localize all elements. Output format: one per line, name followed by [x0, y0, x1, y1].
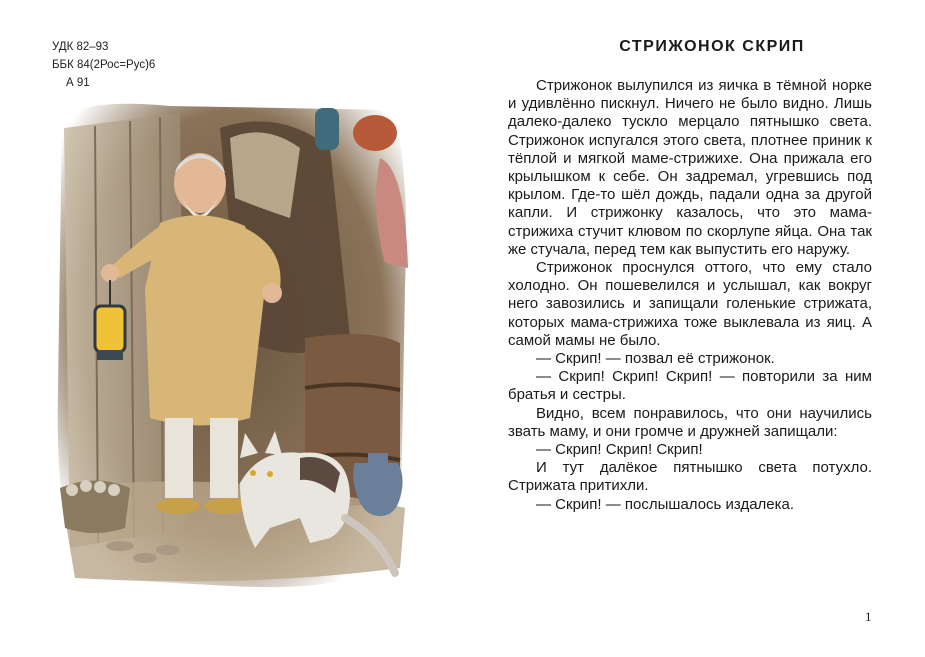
paragraph: — Скрип! — позвал её стрижонок.: [536, 350, 775, 368]
paragraph: — Скрип! — послышалось издалека.: [536, 495, 795, 513]
bbk-code: ББК 84(2Рос=Рус)6: [52, 59, 156, 71]
author-mark: А 91: [66, 77, 90, 89]
paragraph: — Скрип! Скрип! Скрип!: [536, 441, 703, 459]
story-title: СТРИЖОНОК СКРИП: [619, 38, 805, 55]
paragraph: Стрижонок вылупился из яичка в тёмной норке и удивлённо пискнул. Ничего не было видно. Лишь далеко-далеко тускло мерцало пятнышко света. Стрижонок испугался этого света, плотнее приник к тёплой и мягкой маме-стрижихе. Она прижала его крылышком к себе. Он задремал, угревшись под крылом. Где-то шёл дождь, падали одна за другой капли. И стрижонку казалось, что это мама-стрижиха стучит клювом по скорлупе яйца. Она так же стучала, перед тем как выпустить его наружу.: [508, 77, 872, 258]
paragraph: — Скрип! Скрип! Скрип! — повторили за ним братья и сестры.: [508, 368, 872, 404]
udk-code: УДК 82–93: [52, 41, 109, 53]
right-page: [462, 0, 925, 657]
left-page: [0, 0, 462, 657]
paragraph: Стрижонок проснулся оттого, что ему стало холодно. Он пошевелился и услышал, как вокруг него завозились и запищали голенькие стрижата, которых мама-стрижиха тоже выклевала из яиц. А самой мамы не было.: [508, 259, 872, 349]
old-man-with-lantern-and-cat-illustration: [50, 88, 412, 600]
paragraph: И тут далёкое пятнышко света потухло. Стрижата притихли.: [508, 459, 872, 495]
bibliographic-info: [52, 38, 155, 92]
book-illustration: [50, 88, 412, 600]
paragraph: Видно, всем понравилось, что они научились звать маму, и они громче и дружней запищали:: [508, 404, 872, 440]
story-text: [508, 77, 872, 514]
page-number: 1: [865, 609, 872, 624]
